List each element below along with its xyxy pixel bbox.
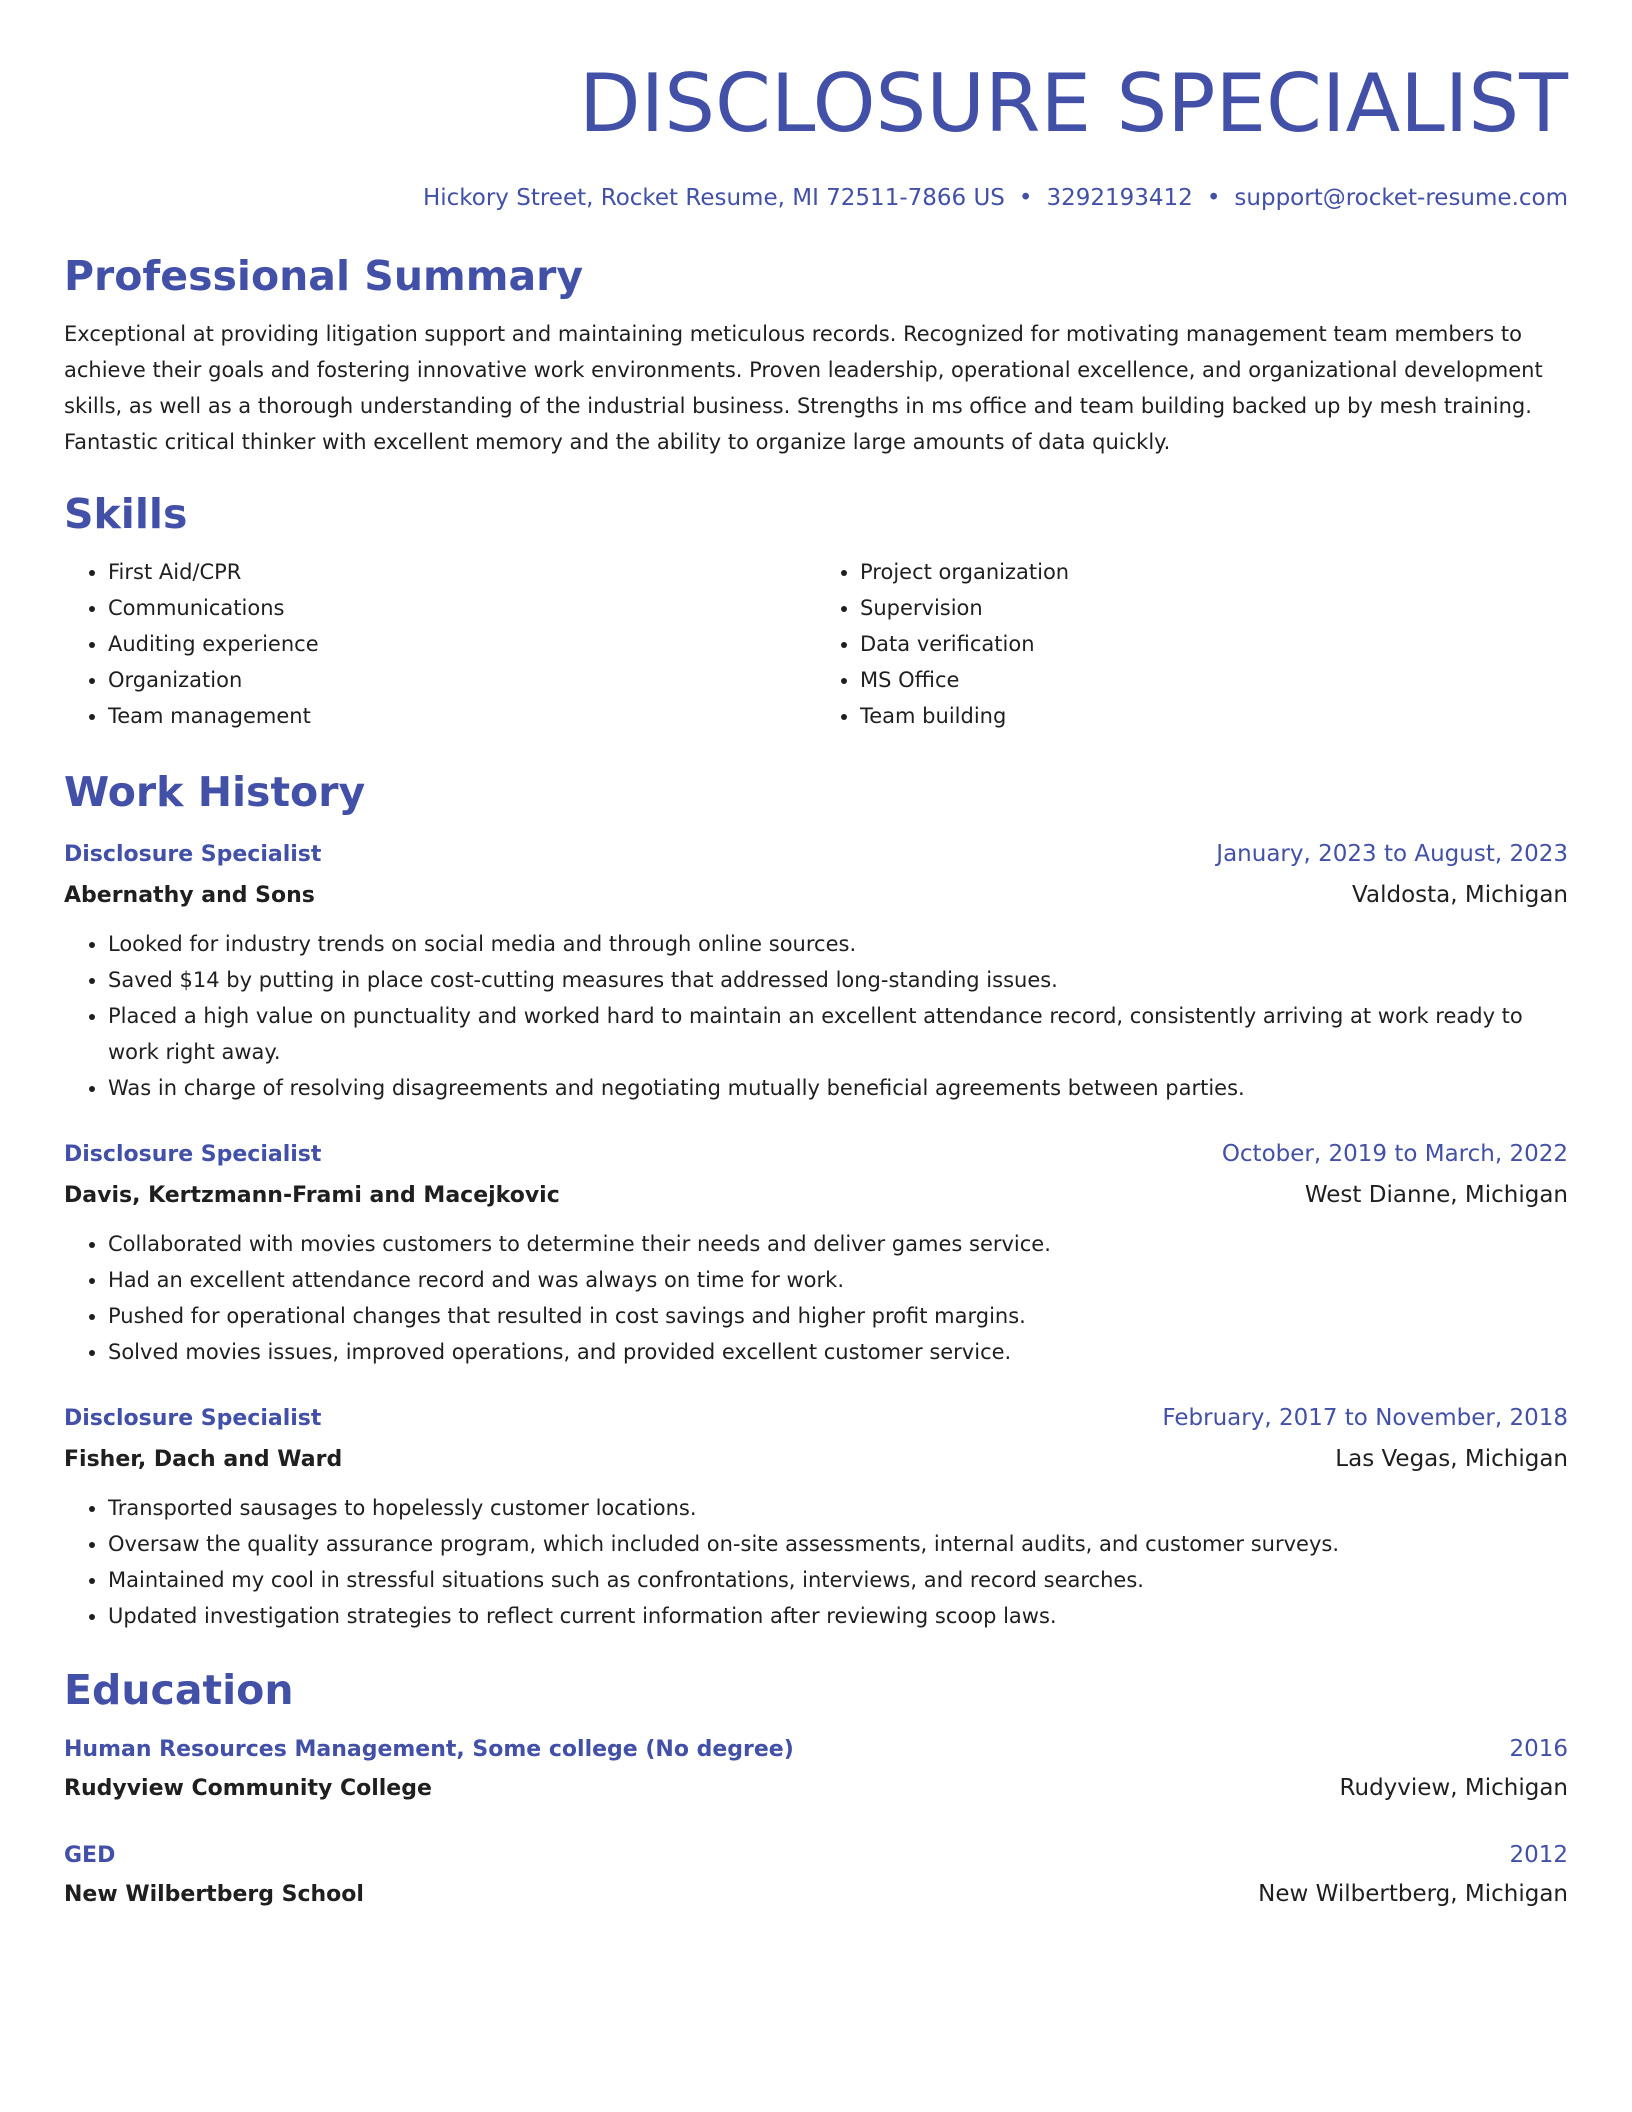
contact-line xyxy=(64,182,1568,214)
job-company: Fisher, Dach and Ward xyxy=(64,1447,343,1472)
resume-header xyxy=(64,54,1568,214)
education-location: Rudyview, Michigan xyxy=(1339,1775,1568,1801)
job-location: Las Vegas, Michigan xyxy=(1335,1446,1568,1472)
contact-address: Hickory Street, Rocket Resume, MI 72511-7866 US xyxy=(422,185,1005,211)
education-degree: GED xyxy=(64,1843,116,1868)
skill-item: • Team management xyxy=(108,698,816,734)
education-entry xyxy=(64,1730,1568,1808)
education-location: New Wilbertberg, Michigan xyxy=(1258,1881,1568,1907)
job-bullet: • Oversaw the quality assurance program, which included on-site assessments, internal audits, and customer surveys. xyxy=(108,1526,1564,1562)
skills-list-right xyxy=(816,554,1568,734)
education-year: 2016 xyxy=(1509,1736,1568,1762)
contact-separator: • xyxy=(1206,185,1221,211)
education-year: 2012 xyxy=(1509,1842,1568,1868)
job-bullet: • Was in charge of resolving disagreements and negotiating mutually beneficial agreements between parties. xyxy=(108,1070,1564,1106)
job-entry xyxy=(64,1398,1568,1634)
job-bullet: • Transported sausages to hopelessly customer locations. xyxy=(108,1490,1564,1526)
skills-grid xyxy=(64,554,1568,734)
skill-item: • Communications xyxy=(108,590,816,626)
job-company: Abernathy and Sons xyxy=(64,883,315,908)
education-entry xyxy=(64,1836,1568,1914)
job-bullet: • Updated investigation strategies to reflect current information after reviewing scoop laws. xyxy=(108,1598,1564,1634)
job-bullets xyxy=(64,1490,1564,1634)
education-school: New Wilbertberg School xyxy=(64,1882,364,1907)
job-dates: October, 2019 to March, 2022 xyxy=(1221,1141,1568,1167)
skill-item: • Organization xyxy=(108,662,816,698)
job-bullet: • Pushed for operational changes that resulted in cost savings and higher profit margins. xyxy=(108,1298,1564,1334)
skill-item: • Project organization xyxy=(860,554,1568,590)
summary-heading: Professional Summary xyxy=(64,252,584,300)
job-title: Disclosure Specialist xyxy=(64,1406,322,1431)
job-bullets xyxy=(64,1226,1564,1370)
job-location: Valdosta, Michigan xyxy=(1352,882,1568,908)
job-entry xyxy=(64,834,1568,1106)
skill-item: • Auditing experience xyxy=(108,626,816,662)
education-heading: Education xyxy=(64,1666,294,1714)
skill-item: • Data verification xyxy=(860,626,1568,662)
skill-item: • MS Office xyxy=(860,662,1568,698)
candidate-title: DISCLOSURE SPECIALIST xyxy=(579,57,1568,150)
job-company: Davis, Kertzmann-Frami and Macejkovic xyxy=(64,1183,560,1208)
job-dates: February, 2017 to November, 2018 xyxy=(1162,1405,1568,1431)
job-bullet: • Collaborated with movies customers to determine their needs and deliver games service. xyxy=(108,1226,1564,1262)
job-bullet: • Had an excellent attendance record and was always on time for work. xyxy=(108,1262,1564,1298)
job-bullet: • Maintained my cool in stressful situations such as confrontations, interviews, and record searches. xyxy=(108,1562,1564,1598)
contact-separator: • xyxy=(1018,185,1033,211)
contact-email: support@rocket-resume.com xyxy=(1234,185,1568,211)
job-bullet: • Placed a high value on punctuality and worked hard to maintain an excellent attendance record, consistently arriving at work ready to work right away. xyxy=(108,998,1564,1070)
education-school: Rudyview Community College xyxy=(64,1776,432,1801)
skill-item: • First Aid/CPR xyxy=(108,554,816,590)
education-degree: Human Resources Management, Some college (No degree) xyxy=(64,1737,794,1762)
skills-list-left xyxy=(64,554,816,734)
job-title: Disclosure Specialist xyxy=(64,842,322,867)
work-history-heading: Work History xyxy=(64,768,366,816)
skills-heading: Skills xyxy=(64,490,188,538)
job-bullet: • Looked for industry trends on social media and through online sources. xyxy=(108,926,1564,962)
job-title: Disclosure Specialist xyxy=(64,1142,322,1167)
skill-item: • Supervision xyxy=(860,590,1568,626)
job-dates: January, 2023 to August, 2023 xyxy=(1216,841,1568,867)
job-location: West Dianne, Michigan xyxy=(1304,1182,1568,1208)
contact-phone: 3292193412 xyxy=(1046,185,1193,211)
job-bullet: • Solved movies issues, improved operations, and provided excellent customer service. xyxy=(108,1334,1564,1370)
skill-item: • Team building xyxy=(860,698,1568,734)
job-entry xyxy=(64,1134,1568,1370)
job-bullets xyxy=(64,926,1564,1106)
summary-text: Exceptional at providing litigation support and maintaining meticulous records. Recognized for motivating management team members to achieve their goals and fostering innovative work environments. Proven leadership, operational excellence, and organizational development skills, as well as a thorough understanding of the industrial business. Strengths in ms office and team building backed up by mesh training. Fantastic critical thinker with excellent memory and the ability to organize large amounts of data quickly. xyxy=(64,322,1543,454)
job-bullet: • Saved $14 by putting in place cost-cutting measures that addressed long-standing issues. xyxy=(108,962,1564,998)
